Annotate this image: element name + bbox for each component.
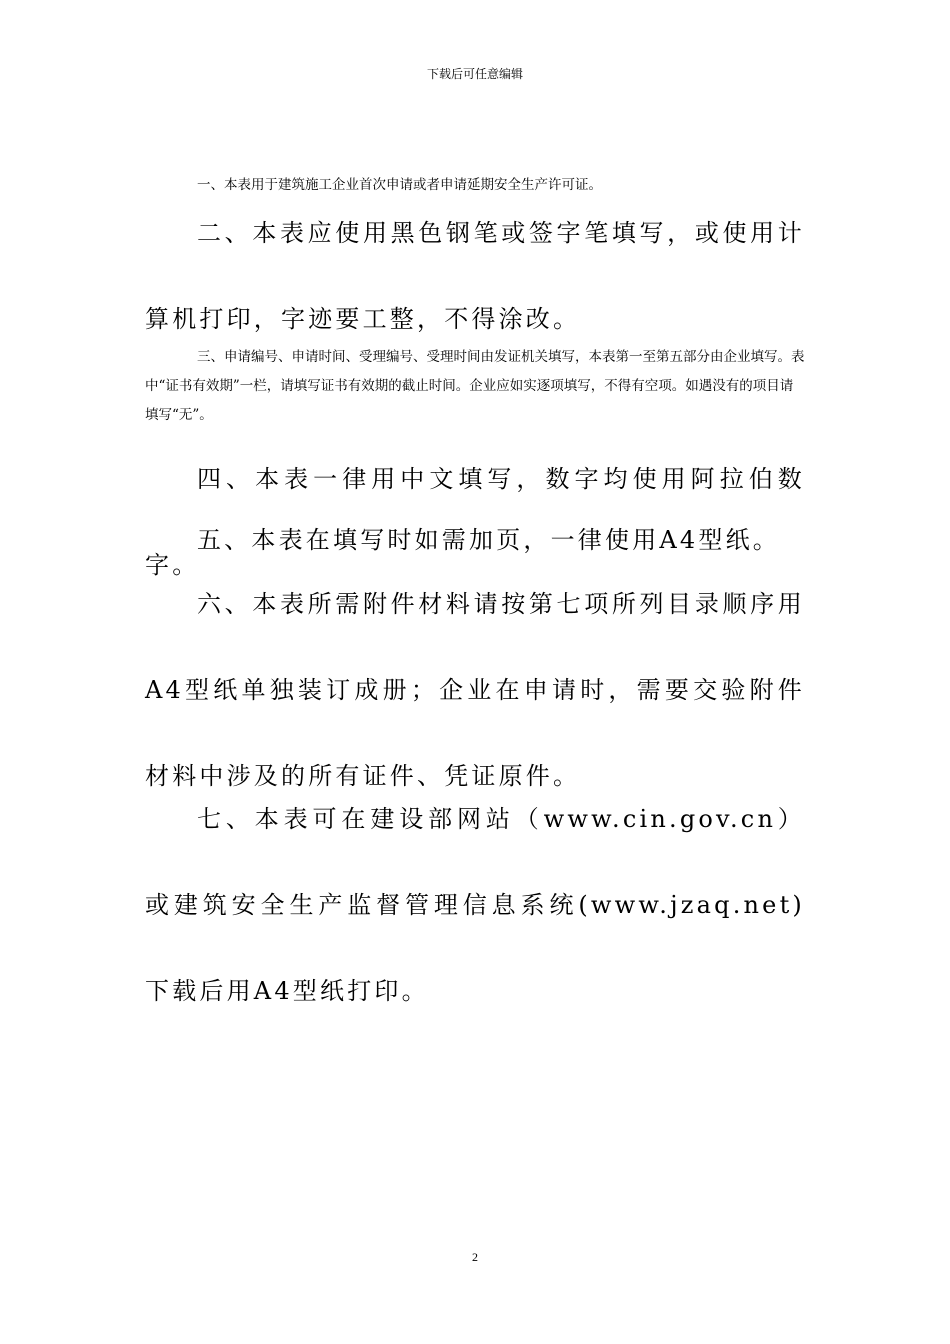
page-number: 2 xyxy=(472,1250,478,1264)
instruction-paragraph-7: 七、本表可在建设部网站（www.cin.gov.cn）或建筑安全生产监督管理信息系统(www.jzaq.net)下载后用A4型纸打印。 xyxy=(145,805,805,1005)
instruction-paragraph-2: 二、本表应使用黑色钢笔或签字笔填写，或使用计算机打印，字迹要工整，不得涂改。 xyxy=(145,219,805,333)
instruction-paragraph-4: 四、本表一律用中文填写，数字均使用阿拉伯数字。 xyxy=(145,465,805,579)
instruction-paragraph-5: 五、本表在填写时如需加页，一律使用A4型纸。 xyxy=(197,526,780,554)
instruction-paragraph-3: 三、申请编号、申请时间、受理编号、受理时间由发证机关填写，本表第一至第五部分由企业填写。表中“证书有效期”一栏，请填写证书有效期的截止时间。企业应如实逐项填写，不得有空项。如遇没有的项目请填写“无”。 xyxy=(145,349,805,423)
page-header: 下载后可任意编辑 xyxy=(426,67,523,81)
instruction-paragraph-1: 一、本表用于建筑施工企业首次申请或者申请延期安全生产许可证。 xyxy=(197,177,602,193)
instruction-paragraph-6: 六、本表所需附件材料请按第七项所列目录顺序用A4型纸单独装订成册；企业在申请时，需要交验附件材料中涉及的所有证件、凭证原件。 xyxy=(145,590,805,790)
